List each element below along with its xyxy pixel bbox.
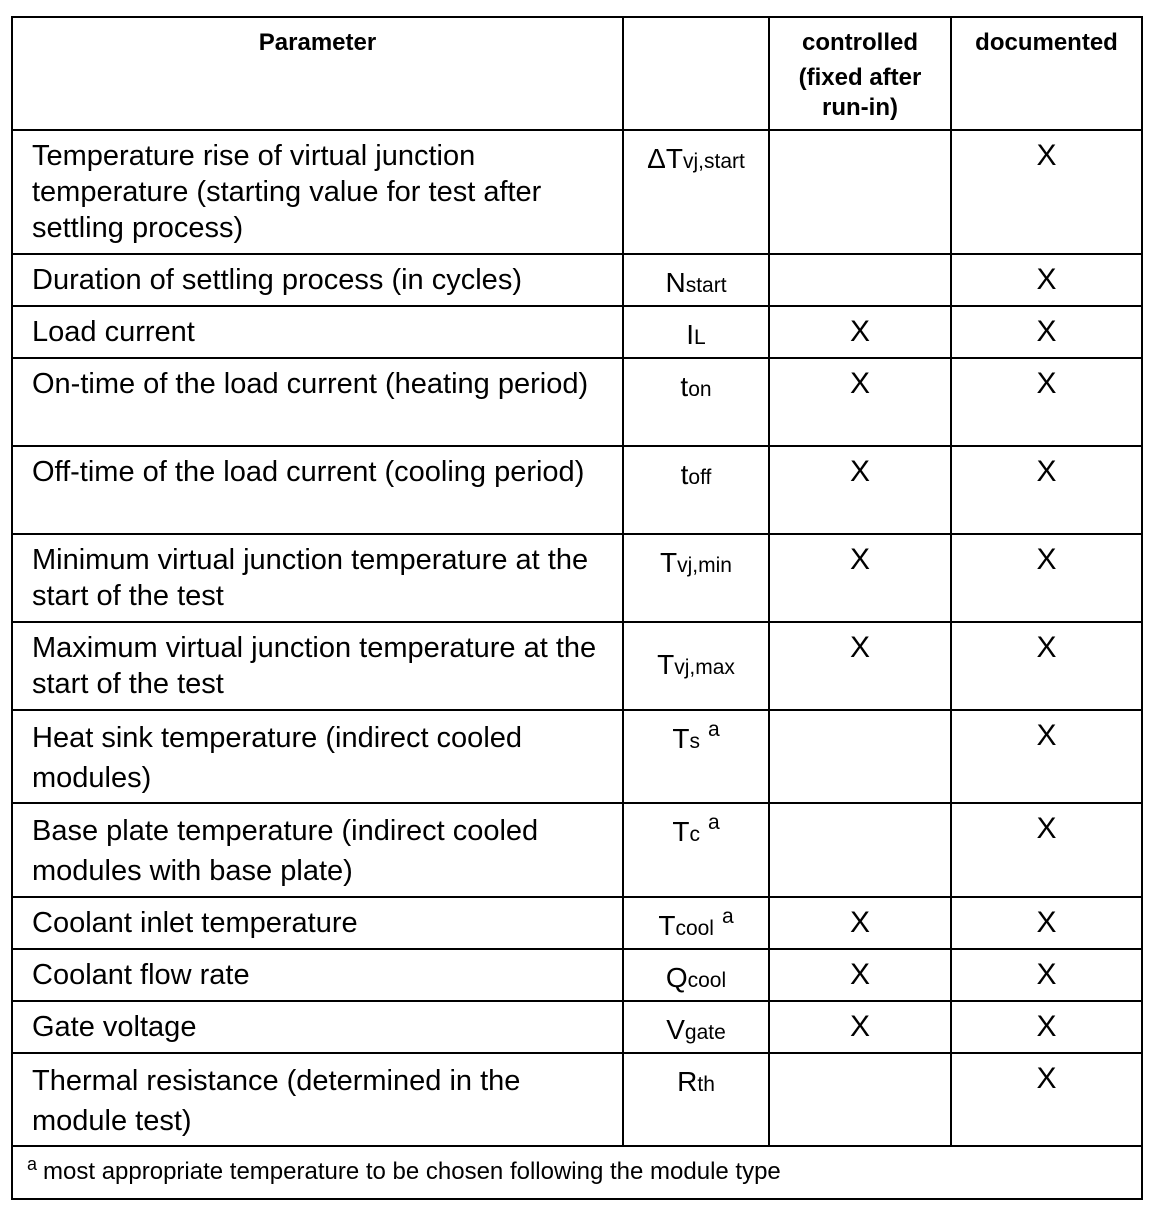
parameter-symbol <box>623 710 769 803</box>
documented-mark: X <box>951 254 1142 306</box>
controlled-mark: X <box>769 358 951 446</box>
parameter-label: Load current <box>12 306 623 358</box>
symbol-subscript: c <box>689 823 700 846</box>
header-controlled-label: controlled <box>801 29 918 56</box>
header-symbol <box>623 17 769 130</box>
table-row <box>12 1001 1142 1053</box>
documented-mark: X <box>951 710 1142 803</box>
header-controlled-note-1: (fixed after <box>798 64 922 91</box>
table-row <box>12 710 1142 803</box>
controlled-mark: X <box>769 446 951 534</box>
symbol-subscript: vj,start <box>682 150 745 173</box>
parameter-symbol <box>623 1001 769 1053</box>
parameter-symbol <box>623 622 769 710</box>
table-footnote <box>12 1146 1142 1199</box>
symbol-main: T <box>672 723 690 754</box>
symbol-main: Q <box>665 962 688 993</box>
symbol-subscript: cool <box>687 969 727 992</box>
symbol-subscript: on <box>688 378 712 401</box>
documented-mark: X <box>951 534 1142 622</box>
controlled-mark <box>769 254 951 306</box>
parameter-label: Heat sink temperature (indirect cooled modules) <box>12 710 623 803</box>
parameter-label: Maximum virtual junction temperature at the start of the test <box>12 622 623 710</box>
symbol-main: t <box>680 371 689 402</box>
documented-mark: X <box>951 1053 1142 1146</box>
parameter-label: Thermal resistance (determined in the module test) <box>12 1053 623 1146</box>
symbol-subscript: s <box>689 730 700 753</box>
controlled-mark: X <box>769 949 951 1001</box>
table-row <box>12 897 1142 949</box>
controlled-mark: X <box>769 1001 951 1053</box>
table-row <box>12 1053 1142 1146</box>
documented-mark: X <box>951 130 1142 254</box>
header-documented: documented <box>951 17 1142 130</box>
symbol-subscript: th <box>697 1073 715 1096</box>
parameter-label: Base plate temperature (indirect cooled modules with base plate) <box>12 803 623 897</box>
controlled-mark <box>769 803 951 897</box>
header-controlled-note-2: run-in) <box>822 94 898 121</box>
symbol-subscript: gate <box>684 1021 726 1044</box>
table-footnote-row <box>12 1146 1142 1199</box>
symbol-main: R <box>677 1066 698 1097</box>
symbol-main: ΔT <box>647 143 683 174</box>
table-header-row <box>12 17 1142 130</box>
table-row <box>12 306 1142 358</box>
documented-mark: X <box>951 622 1142 710</box>
symbol-subscript: L <box>694 326 706 349</box>
header-parameter: Parameter <box>12 17 623 130</box>
footnote-text: most appropriate temperature to be chosen following the module type <box>43 1158 781 1185</box>
symbol-subscript: cool <box>675 917 714 940</box>
parameter-label: Gate voltage <box>12 1001 623 1053</box>
parameter-table <box>11 16 1143 1200</box>
symbol-main: N <box>665 267 686 298</box>
symbol-main: V <box>666 1014 685 1045</box>
parameter-symbol <box>623 1053 769 1146</box>
parameter-symbol <box>623 949 769 1001</box>
footnote-marker: a <box>707 718 720 741</box>
parameter-symbol <box>623 358 769 446</box>
footnote-marker: a <box>707 811 720 834</box>
parameter-symbol <box>623 803 769 897</box>
parameter-symbol <box>623 897 769 949</box>
parameter-label: Coolant flow rate <box>12 949 623 1001</box>
parameter-label: On-time of the load current (heating period) <box>12 358 623 446</box>
symbol-main: T <box>672 816 690 847</box>
table-row <box>12 534 1142 622</box>
footnote-marker: a <box>721 905 734 928</box>
controlled-mark: X <box>769 306 951 358</box>
documented-mark: X <box>951 306 1142 358</box>
documented-mark: X <box>951 1001 1142 1053</box>
documented-mark: X <box>951 949 1142 1001</box>
table-row <box>12 446 1142 534</box>
documented-mark: X <box>951 358 1142 446</box>
parameter-symbol <box>623 306 769 358</box>
symbol-main: T <box>658 910 676 941</box>
controlled-mark <box>769 710 951 803</box>
controlled-mark: X <box>769 534 951 622</box>
parameter-label: Coolant inlet temperature <box>12 897 623 949</box>
table-row <box>12 803 1142 897</box>
documented-mark: X <box>951 803 1142 897</box>
footnote-marker: a <box>27 1154 38 1174</box>
parameter-label: Temperature rise of virtual junction temperature (starting value for test after settling process) <box>12 130 623 254</box>
symbol-subscript: vj,max <box>674 655 735 679</box>
documented-mark: X <box>951 446 1142 534</box>
table-row <box>12 254 1142 306</box>
symbol-main: I <box>686 319 695 350</box>
parameter-symbol <box>623 534 769 622</box>
parameter-label: Minimum virtual junction temperature at the start of the test <box>12 534 623 622</box>
symbol-main: T <box>657 648 675 680</box>
controlled-mark: X <box>769 897 951 949</box>
symbol-main: t <box>680 459 689 490</box>
table-row <box>12 130 1142 254</box>
parameter-symbol <box>623 254 769 306</box>
symbol-subscript: start <box>685 274 727 297</box>
controlled-mark <box>769 130 951 254</box>
header-controlled <box>769 17 951 130</box>
symbol-subscript: off <box>688 466 712 489</box>
table-row <box>12 358 1142 446</box>
symbol-main: T <box>660 547 678 578</box>
controlled-mark: X <box>769 622 951 710</box>
parameter-symbol <box>623 446 769 534</box>
parameter-label: Off-time of the load current (cooling period) <box>12 446 623 534</box>
parameter-label: Duration of settling process (in cycles) <box>12 254 623 306</box>
documented-mark: X <box>951 897 1142 949</box>
controlled-mark <box>769 1053 951 1146</box>
table-row <box>12 622 1142 710</box>
parameter-symbol <box>623 130 769 254</box>
table-row <box>12 949 1142 1001</box>
symbol-subscript: vj,min <box>677 554 732 577</box>
